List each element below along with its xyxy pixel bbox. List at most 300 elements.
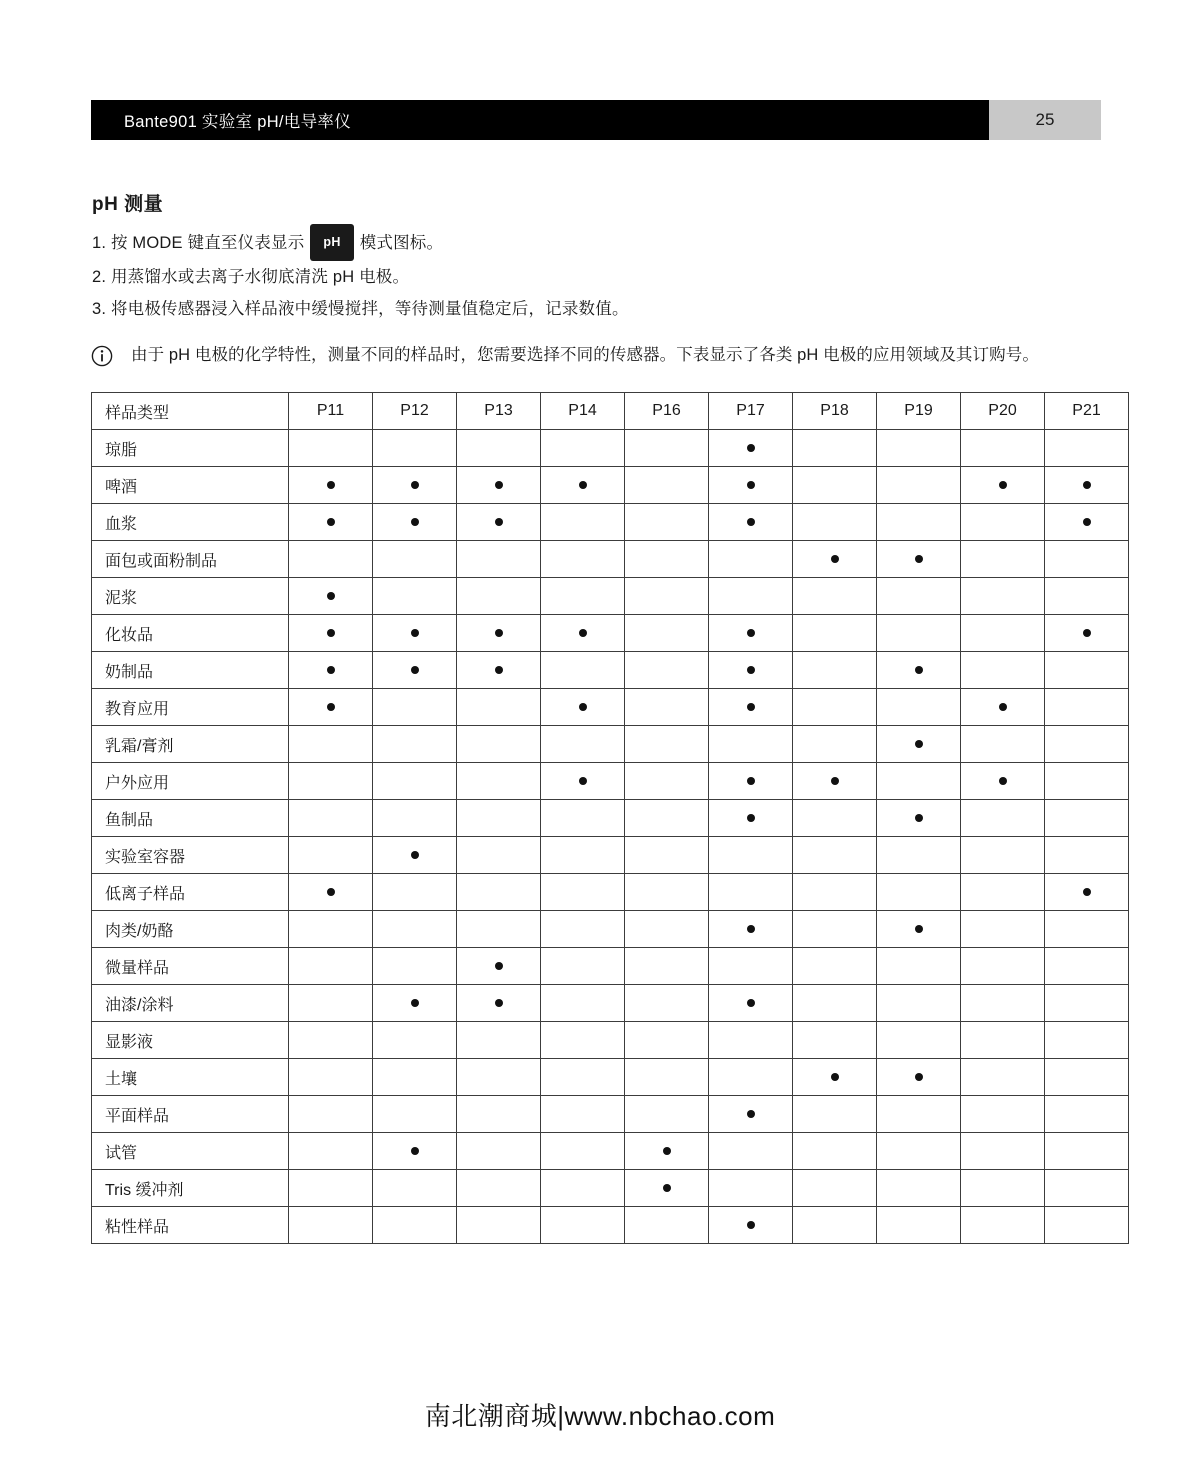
row-label: 油漆/涂料 <box>92 985 289 1022</box>
cell-empty <box>457 874 541 911</box>
cell-empty <box>289 1096 373 1133</box>
column-header-p21: P21 <box>1045 393 1129 430</box>
cell-empty <box>961 1059 1045 1096</box>
cell-empty <box>625 763 709 800</box>
cell-empty <box>541 1096 625 1133</box>
row-label: 教育应用 <box>92 689 289 726</box>
cell-empty <box>373 763 457 800</box>
cell-empty <box>625 1207 709 1244</box>
cell-marked <box>541 615 625 652</box>
cell-empty <box>877 1022 961 1059</box>
cell-marked <box>289 689 373 726</box>
cell-marked <box>625 1133 709 1170</box>
cell-marked <box>373 985 457 1022</box>
step-text-prefix: 3. 将电极传感器浸入样品液中缓慢搅拌，等待测量值稳定后，记录数值。 <box>92 300 629 318</box>
cell-empty <box>625 615 709 652</box>
cell-empty <box>457 911 541 948</box>
row-label: 户外应用 <box>92 763 289 800</box>
cell-marked <box>1045 504 1129 541</box>
column-header-p20: P20 <box>961 393 1045 430</box>
cell-empty <box>877 689 961 726</box>
dot-icon <box>663 1184 671 1192</box>
dot-icon <box>579 703 587 711</box>
dot-icon <box>747 481 755 489</box>
cell-empty <box>373 800 457 837</box>
cell-empty <box>877 1170 961 1207</box>
cell-marked <box>877 726 961 763</box>
row-label: 化妆品 <box>92 615 289 652</box>
column-header-p13: P13 <box>457 393 541 430</box>
table-row <box>92 1096 1129 1133</box>
cell-empty <box>877 1133 961 1170</box>
cell-empty <box>289 726 373 763</box>
cell-empty <box>541 726 625 763</box>
table-row <box>92 1059 1129 1096</box>
cell-empty <box>625 1022 709 1059</box>
table-row <box>92 467 1129 504</box>
row-label: 实验室容器 <box>92 837 289 874</box>
cell-empty <box>457 578 541 615</box>
step-text-suffix: 模式图标。 <box>359 234 444 252</box>
dot-icon <box>327 888 335 896</box>
cell-marked <box>709 504 793 541</box>
cell-empty <box>289 1170 373 1207</box>
step-text-prefix: 1. 按 MODE 键直至仪表显示 <box>92 234 305 252</box>
cell-marked <box>373 467 457 504</box>
dot-icon <box>327 518 335 526</box>
column-header-p11: P11 <box>289 393 373 430</box>
cell-marked <box>457 948 541 985</box>
section-heading: pH 测量 <box>92 194 164 215</box>
dot-icon <box>747 666 755 674</box>
row-label: 土壤 <box>92 1059 289 1096</box>
cell-empty <box>793 615 877 652</box>
cell-empty <box>457 837 541 874</box>
cell-marked <box>961 763 1045 800</box>
cell-marked <box>289 578 373 615</box>
cell-empty <box>625 726 709 763</box>
cell-marked <box>709 800 793 837</box>
dot-icon <box>327 629 335 637</box>
cell-empty <box>373 578 457 615</box>
row-label: 奶制品 <box>92 652 289 689</box>
info-note <box>91 344 1106 367</box>
cell-empty <box>961 1207 1045 1244</box>
dot-icon <box>747 777 755 785</box>
dot-icon <box>915 740 923 748</box>
dot-icon <box>747 814 755 822</box>
cell-empty <box>541 800 625 837</box>
cell-empty <box>961 541 1045 578</box>
cell-marked <box>877 800 961 837</box>
cell-marked <box>709 467 793 504</box>
cell-empty <box>793 911 877 948</box>
cell-empty <box>961 985 1045 1022</box>
cell-empty <box>625 1059 709 1096</box>
row-label: 试管 <box>92 1133 289 1170</box>
cell-marked <box>793 1059 877 1096</box>
cell-empty <box>1045 948 1129 985</box>
cell-empty <box>457 689 541 726</box>
cell-empty <box>373 948 457 985</box>
cell-marked <box>709 763 793 800</box>
column-header-sample-type: 样品类型 <box>92 393 289 430</box>
cell-empty <box>625 874 709 911</box>
cell-empty <box>961 615 1045 652</box>
cell-empty <box>541 985 625 1022</box>
cell-empty <box>961 874 1045 911</box>
cell-marked <box>709 911 793 948</box>
cell-empty <box>541 911 625 948</box>
table-row <box>92 800 1129 837</box>
dot-icon <box>747 518 755 526</box>
cell-empty <box>289 948 373 985</box>
cell-empty <box>1045 1170 1129 1207</box>
table-row <box>92 1133 1129 1170</box>
dot-icon <box>999 481 1007 489</box>
column-header-p16: P16 <box>625 393 709 430</box>
cell-empty <box>289 911 373 948</box>
cell-empty <box>877 948 961 985</box>
dot-icon <box>495 629 503 637</box>
cell-empty <box>373 541 457 578</box>
cell-empty <box>877 874 961 911</box>
row-label: 肉类/奶酪 <box>92 911 289 948</box>
cell-empty <box>1045 1022 1129 1059</box>
cell-empty <box>961 1096 1045 1133</box>
dot-icon <box>411 629 419 637</box>
cell-marked <box>709 689 793 726</box>
cell-marked <box>961 689 1045 726</box>
table-row <box>92 874 1129 911</box>
cell-empty <box>1045 1059 1129 1096</box>
cell-empty <box>709 1170 793 1207</box>
cell-empty <box>1045 652 1129 689</box>
cell-marked <box>1045 874 1129 911</box>
cell-empty <box>1045 1133 1129 1170</box>
cell-empty <box>625 1096 709 1133</box>
ph-mode-badge: pH <box>310 224 353 261</box>
row-label: 泥浆 <box>92 578 289 615</box>
cell-empty <box>541 652 625 689</box>
cell-marked <box>709 1096 793 1133</box>
dot-icon <box>495 481 503 489</box>
cell-empty <box>541 1059 625 1096</box>
cell-empty <box>1045 1207 1129 1244</box>
dot-icon <box>915 925 923 933</box>
cell-marked <box>709 430 793 467</box>
cell-marked <box>289 652 373 689</box>
table-row <box>92 504 1129 541</box>
info-icon <box>91 345 113 367</box>
cell-empty <box>625 985 709 1022</box>
cell-empty <box>541 1022 625 1059</box>
cell-empty <box>1045 911 1129 948</box>
table-row <box>92 985 1129 1022</box>
cell-empty <box>793 467 877 504</box>
dot-icon <box>1083 629 1091 637</box>
cell-marked <box>877 1059 961 1096</box>
footer-watermark: 南北潮商城|www.nbchao.com <box>424 1401 776 1431</box>
cell-empty <box>541 504 625 541</box>
dot-icon <box>663 1147 671 1155</box>
column-header-p12: P12 <box>373 393 457 430</box>
dot-icon <box>579 629 587 637</box>
row-label: Tris 缓冲剂 <box>92 1170 289 1207</box>
row-label: 面包或面粉制品 <box>92 541 289 578</box>
info-note-text: 由于 pH 电极的化学特性，测量不同的样品时，您需要选择不同的传感器。下表显示了各类 pH 电极的应用领域及其订购号。 <box>131 346 1039 364</box>
cell-empty <box>709 948 793 985</box>
cell-empty <box>877 430 961 467</box>
header-title-bar <box>91 100 989 140</box>
cell-empty <box>373 726 457 763</box>
cell-empty <box>457 541 541 578</box>
cell-empty <box>541 948 625 985</box>
cell-marked <box>457 652 541 689</box>
dot-icon <box>747 1221 755 1229</box>
cell-empty <box>793 689 877 726</box>
cell-empty <box>1045 726 1129 763</box>
page-number: 25 <box>1035 110 1055 129</box>
dot-icon <box>915 666 923 674</box>
cell-marked <box>709 985 793 1022</box>
cell-marked <box>1045 467 1129 504</box>
list-item <box>92 261 1102 293</box>
cell-empty <box>1045 430 1129 467</box>
cell-marked <box>709 652 793 689</box>
dot-icon <box>1083 518 1091 526</box>
cell-empty <box>961 911 1045 948</box>
dot-icon <box>831 555 839 563</box>
cell-empty <box>877 985 961 1022</box>
cell-empty <box>625 800 709 837</box>
cell-marked <box>1045 615 1129 652</box>
dot-icon <box>411 1147 419 1155</box>
row-label: 微量样品 <box>92 948 289 985</box>
cell-empty <box>457 1170 541 1207</box>
cell-empty <box>709 578 793 615</box>
cell-empty <box>793 948 877 985</box>
cell-empty <box>709 874 793 911</box>
cell-empty <box>373 1207 457 1244</box>
table-row <box>92 837 1129 874</box>
dot-icon <box>831 777 839 785</box>
cell-empty <box>793 652 877 689</box>
cell-marked <box>541 467 625 504</box>
cell-empty <box>961 800 1045 837</box>
dot-icon <box>831 1073 839 1081</box>
table-row <box>92 1207 1129 1244</box>
cell-empty <box>457 430 541 467</box>
dot-icon <box>1083 481 1091 489</box>
cell-empty <box>961 726 1045 763</box>
cell-empty <box>709 726 793 763</box>
cell-marked <box>625 1170 709 1207</box>
cell-empty <box>625 948 709 985</box>
cell-empty <box>961 1170 1045 1207</box>
cell-empty <box>289 541 373 578</box>
cell-empty <box>961 1133 1045 1170</box>
cell-empty <box>457 763 541 800</box>
dot-icon <box>747 629 755 637</box>
cell-empty <box>541 1207 625 1244</box>
cell-empty <box>1045 689 1129 726</box>
cell-marked <box>457 615 541 652</box>
cell-empty <box>961 837 1045 874</box>
table-header-row <box>92 393 1129 430</box>
cell-empty <box>541 578 625 615</box>
cell-empty <box>625 430 709 467</box>
cell-empty <box>541 430 625 467</box>
cell-empty <box>373 1059 457 1096</box>
cell-marked <box>289 504 373 541</box>
cell-empty <box>709 1059 793 1096</box>
dot-icon <box>747 925 755 933</box>
cell-empty <box>1045 985 1129 1022</box>
cell-empty <box>961 948 1045 985</box>
cell-empty <box>289 1059 373 1096</box>
dot-icon <box>327 666 335 674</box>
cell-empty <box>289 800 373 837</box>
cell-empty <box>877 763 961 800</box>
cell-empty <box>457 800 541 837</box>
dot-icon <box>411 851 419 859</box>
cell-empty <box>793 800 877 837</box>
cell-empty <box>373 1022 457 1059</box>
dot-icon <box>411 518 419 526</box>
row-label: 琼脂 <box>92 430 289 467</box>
dot-icon <box>411 666 419 674</box>
cell-empty <box>373 1096 457 1133</box>
cell-empty <box>625 541 709 578</box>
table-row <box>92 1022 1129 1059</box>
dot-icon <box>999 703 1007 711</box>
row-label: 显影液 <box>92 1022 289 1059</box>
cell-marked <box>793 763 877 800</box>
table-row <box>92 911 1129 948</box>
table-row <box>92 541 1129 578</box>
dot-icon <box>915 1073 923 1081</box>
cell-empty <box>289 430 373 467</box>
electrode-application-table <box>91 392 1102 1244</box>
cell-empty <box>793 726 877 763</box>
cell-empty <box>793 578 877 615</box>
cell-marked <box>709 1207 793 1244</box>
dot-icon <box>747 999 755 1007</box>
cell-empty <box>625 837 709 874</box>
cell-marked <box>457 985 541 1022</box>
cell-empty <box>793 1133 877 1170</box>
document-title: Bante901 实验室 pH/电导率仪 <box>124 113 351 131</box>
page-number-box <box>989 100 1101 140</box>
cell-empty <box>793 837 877 874</box>
dot-icon <box>411 481 419 489</box>
cell-marked <box>373 615 457 652</box>
page-header <box>91 100 1101 140</box>
cell-empty <box>709 1133 793 1170</box>
cell-marked <box>289 874 373 911</box>
table-row <box>92 430 1129 467</box>
cell-marked <box>373 504 457 541</box>
cell-empty <box>793 985 877 1022</box>
table-row <box>92 578 1129 615</box>
cell-empty <box>373 911 457 948</box>
column-header-p19: P19 <box>877 393 961 430</box>
cell-marked <box>961 467 1045 504</box>
cell-empty <box>541 1170 625 1207</box>
table-row <box>92 615 1129 652</box>
table-row <box>92 652 1129 689</box>
dot-icon <box>1083 888 1091 896</box>
cell-empty <box>373 874 457 911</box>
cell-empty <box>1045 837 1129 874</box>
column-header-p17: P17 <box>709 393 793 430</box>
dot-icon <box>327 703 335 711</box>
list-item <box>92 224 1102 261</box>
table-row <box>92 689 1129 726</box>
cell-empty <box>457 1022 541 1059</box>
cell-marked <box>289 615 373 652</box>
cell-empty <box>625 578 709 615</box>
cell-empty <box>961 1022 1045 1059</box>
step-list <box>92 224 1102 325</box>
cell-empty <box>289 1207 373 1244</box>
cell-marked <box>457 467 541 504</box>
dot-icon <box>915 555 923 563</box>
dot-icon <box>999 777 1007 785</box>
cell-marked <box>541 763 625 800</box>
cell-empty <box>289 763 373 800</box>
cell-empty <box>877 467 961 504</box>
row-label: 血浆 <box>92 504 289 541</box>
dot-icon <box>915 814 923 822</box>
cell-marked <box>373 837 457 874</box>
cell-empty <box>1045 763 1129 800</box>
table-row <box>92 726 1129 763</box>
cell-empty <box>877 1207 961 1244</box>
column-header-p18: P18 <box>793 393 877 430</box>
cell-marked <box>373 652 457 689</box>
cell-empty <box>457 1207 541 1244</box>
cell-empty <box>625 504 709 541</box>
dot-icon <box>579 777 587 785</box>
cell-empty <box>289 1022 373 1059</box>
row-label: 平面样品 <box>92 1096 289 1133</box>
cell-empty <box>289 837 373 874</box>
dot-icon <box>747 444 755 452</box>
cell-empty <box>289 985 373 1022</box>
row-label: 粘性样品 <box>92 1207 289 1244</box>
cell-empty <box>961 430 1045 467</box>
cell-empty <box>877 504 961 541</box>
cell-empty <box>1045 1096 1129 1133</box>
cell-marked <box>289 467 373 504</box>
cell-marked <box>457 504 541 541</box>
row-label: 鱼制品 <box>92 800 289 837</box>
cell-empty <box>877 615 961 652</box>
cell-empty <box>457 1096 541 1133</box>
cell-empty <box>541 541 625 578</box>
cell-empty <box>877 1096 961 1133</box>
cell-marked <box>877 541 961 578</box>
column-header-p14: P14 <box>541 393 625 430</box>
dot-icon <box>579 481 587 489</box>
dot-icon <box>327 592 335 600</box>
cell-empty <box>877 837 961 874</box>
table-row <box>92 763 1129 800</box>
cell-empty <box>709 541 793 578</box>
row-label: 乳霜/膏剂 <box>92 726 289 763</box>
